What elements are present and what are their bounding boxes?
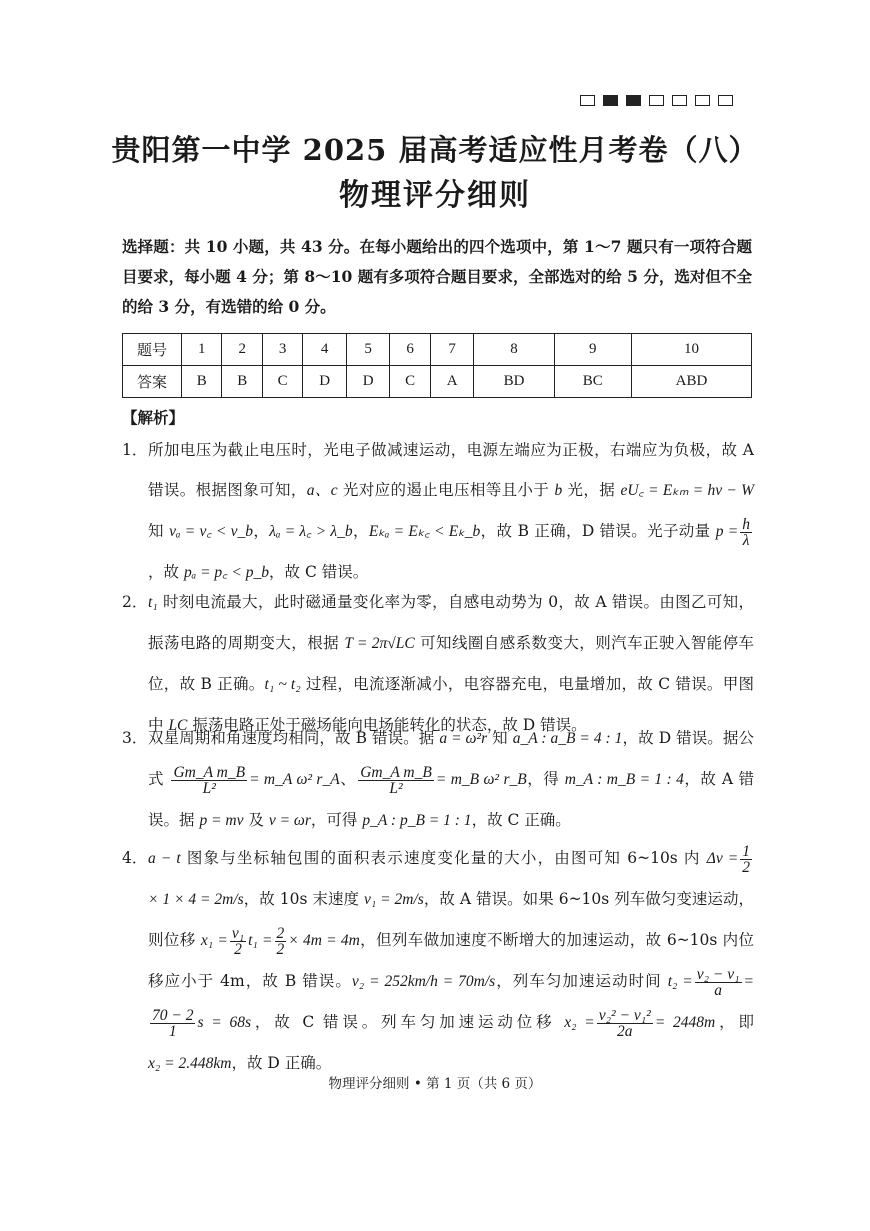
fraction-numerator: 1 (742, 842, 750, 860)
fraction (275, 926, 287, 957)
text-run: ，但列车做加速度不断增大的加速运动，故 6~10s 内位移应小于 4m，故 B 错误。 (148, 931, 754, 990)
answer-cell: B (182, 366, 222, 398)
text-run: 振荡电路正处于磁场能向电场能转化的状态，故 D 错误。 (187, 716, 587, 734)
answer-cell: C (262, 366, 302, 398)
fraction-denominator: 2 (276, 940, 285, 958)
math-inline: Δv = (706, 850, 739, 867)
fraction (358, 765, 434, 796)
text-run: 知 (148, 522, 170, 540)
fraction-numerator: v₁ (231, 924, 245, 942)
question-number-cell: 2 (222, 334, 262, 366)
page-footer: 物理评分细则 • 第 1 页（共 6 页） (328, 1076, 542, 1092)
fraction-numerator: Gm_A m_B (360, 763, 432, 781)
math-inline: = (743, 973, 754, 990)
page-indicator-square (649, 95, 664, 106)
fraction-numerator: Gm_A m_B (173, 763, 246, 781)
fraction (740, 517, 752, 548)
analysis-heading: 【解析】 (122, 408, 185, 427)
page-indicator-square (695, 95, 710, 106)
math-inline: x₂ = (564, 1014, 595, 1031)
exam-title: 贵阳第一中学 2025 届高考适应性月考卷（八） (111, 133, 759, 167)
fraction (740, 844, 752, 875)
page-indicator-square (718, 95, 733, 106)
question-number: 1． (122, 441, 148, 459)
text-run: ，故 10s 末速度 (243, 890, 364, 908)
page-indicator (580, 95, 733, 106)
math-inline: m_A : m_B = 1 : 4 (564, 771, 684, 788)
text-run: ，故 C 正确。 (471, 811, 571, 829)
text-run: ，故 A 错误。据 (148, 770, 754, 829)
text-run: ，即 (715, 1013, 754, 1031)
math-inline: = 2448m (654, 1014, 716, 1031)
fraction-denominator: 1 (168, 1022, 177, 1040)
math-inline: pₐ = p꜀ < p_b (183, 564, 270, 581)
text-run: 光，据 (562, 481, 621, 499)
fraction (150, 1008, 195, 1039)
page-indicator-square (672, 95, 687, 106)
row-label-number: 题号 (123, 334, 182, 366)
fraction (695, 967, 742, 998)
question-number-cell: 1 (182, 334, 222, 366)
fraction (597, 1008, 653, 1039)
text-run: 及 (243, 811, 269, 829)
question-number-cell: 4 (303, 334, 347, 366)
math-inline: v = ωr (268, 812, 311, 829)
text-run: ，故 C 错误。 (269, 563, 369, 581)
math-inline: t₂ = (667, 973, 693, 990)
fraction-denominator: L² (389, 779, 403, 797)
page-indicator-square (626, 95, 641, 106)
math-inline: = m_B ω² r_B (435, 771, 527, 788)
fraction-numerator: h (742, 515, 750, 533)
fraction-numerator: v₂ − v₁ (696, 965, 740, 983)
text-run: 可知线圈自感系数变大，则汽车正驶入智能停车位，故 B 正确。 (148, 634, 754, 693)
solution-q1 (122, 430, 754, 593)
question-number-cell: 9 (554, 334, 631, 366)
math-inline: a、c (306, 482, 338, 499)
solution-q3 (122, 718, 754, 841)
text-run: ，故 B 正确，D 错误。光子动量 (480, 522, 716, 540)
answer-cell: D (303, 366, 347, 398)
answer-cell: BD (474, 366, 554, 398)
fraction-denominator: 2 (234, 940, 242, 958)
answer-table (122, 333, 752, 398)
fraction-numerator: 2 (276, 924, 285, 942)
question-number: 2． (122, 593, 148, 611)
answer-cell: D (346, 366, 390, 398)
math-inline: = m_A ω² r_A (249, 771, 340, 788)
math-inline: λₐ = λ꜀ > λ_b (269, 523, 353, 540)
math-inline: p_A : p_B = 1 : 1 (362, 812, 472, 829)
answer-cell: ABD (631, 366, 751, 398)
text-run: 光对应的遏止电压相等且小于 (337, 481, 555, 499)
question-number-cell: 10 (631, 334, 751, 366)
answer-row (123, 366, 752, 398)
fraction-numerator: v₂² − v₁² (598, 1006, 651, 1024)
text-run: ，故 D 正确。 (231, 1054, 332, 1072)
question-number-cell: 7 (430, 334, 474, 366)
exam-subtitle: 物理评分细则 (339, 178, 531, 213)
text-run: ，故 D 错误。据公式 (148, 729, 754, 788)
math-inline: × 1 × 4 = 2m/s (148, 891, 244, 908)
text-run: ，可得 (310, 811, 363, 829)
fraction (230, 926, 246, 957)
math-inline: eU꜀ = Eₖₘ = hν − W (620, 482, 754, 499)
row-label-answer: 答案 (123, 366, 182, 398)
math-inline: a − t (148, 850, 181, 867)
fraction (171, 765, 247, 796)
scoring-intro: 选择题：共 10 小题，共 43 分。在每小题给出的四个选项中，第 1～7 题只有一项符合题目要求，每小题 4 分；第 8～10 题有多项符合题目要求，全部选对的给 5 分，选对但不全的给 3 分，有选错的给 0 分。 (122, 237, 752, 316)
text-run: ， (352, 522, 369, 540)
answer-cell: C (390, 366, 430, 398)
answer-cell: B (222, 366, 262, 398)
fraction-denominator: a (714, 981, 723, 999)
math-inline: Eₖₐ = Eₖ꜀ < Eₖ_b (368, 523, 481, 540)
fraction-denominator: λ (742, 531, 750, 549)
math-inline: s = 68s (197, 1014, 251, 1031)
math-inline: t₁ (148, 594, 158, 611)
answer-cell: BC (554, 366, 631, 398)
fraction-denominator: 2a (617, 1022, 633, 1040)
math-inline: x₁ = (200, 932, 228, 949)
question-number-cell: 5 (346, 334, 390, 366)
math-inline: a = ω²r (439, 730, 488, 747)
fraction-denominator: L² (202, 779, 216, 797)
solution-q4 (122, 838, 754, 1084)
math-inline: T = 2π√LC (344, 635, 415, 652)
text-run: 所加电压为截止电压时，光电子做减速运动，电源左端应为正极，右端应为负极，故 A 错误。根据图象可知， (148, 441, 754, 499)
question-number: 4． (122, 849, 148, 867)
question-number-cell: 8 (474, 334, 554, 366)
text-run: 时刻电流最大，此时磁通量变化率为零，自感电动势为 0，故 A 错误。由图乙可知，振荡电路的周期变大，根据 (148, 593, 754, 652)
fraction-denominator: 2 (742, 858, 750, 876)
math-inline: νₐ = ν꜀ < ν_b (169, 523, 254, 540)
math-inline: v₂ = 252km/h = 70m/s (351, 973, 496, 990)
solution-text (148, 718, 754, 841)
text-run: 知 (487, 729, 513, 747)
text-run: 、 (339, 770, 357, 788)
math-inline: p = (715, 523, 739, 540)
math-inline: t₁ = (248, 932, 273, 949)
question-number-row (123, 334, 752, 366)
question-number-cell: 6 (390, 334, 430, 366)
math-inline: p = mv (199, 812, 244, 829)
text-run: 图象与坐标轴包围的面积表示速度变化量的大小，由图可知 6~10s 内 (180, 849, 707, 867)
text-run: ，故 A 错误。如果 6~10s 列车做匀变速运动，则位移 (148, 890, 754, 949)
fraction-numerator: 70 − 2 (152, 1006, 194, 1024)
math-inline: v₁ = 2m/s (364, 891, 424, 908)
text-run: ，得 (526, 770, 565, 788)
page-indicator-square (603, 95, 618, 106)
math-inline: t₁ ~ t₂ (264, 676, 301, 693)
page-indicator-square (580, 95, 595, 106)
solution-text (148, 430, 754, 593)
math-inline: x₂ = 2.448km (148, 1055, 232, 1072)
text-run: 过程，电流逐渐减小，电容器充电，电量增加，故 C 错误。甲图中 (148, 675, 754, 734)
text-run: ，故 C 错误。列车匀加速运动位移 (250, 1013, 565, 1031)
text-run: ，列车匀加速运动时间 (495, 972, 668, 990)
question-number-cell: 3 (262, 334, 302, 366)
text-run: ， (253, 522, 270, 540)
answer-cell: A (430, 366, 474, 398)
text-run: 双星周期和角速度均相同，故 B 错误。据 (148, 729, 440, 747)
math-inline: a_A : a_B = 4 : 1 (512, 730, 623, 747)
math-inline: × 4m = 4m (288, 932, 360, 949)
text-run: ，故 (148, 563, 184, 581)
solution-text (148, 838, 754, 1084)
math-inline: LC (168, 717, 188, 734)
question-number: 3． (122, 729, 148, 747)
math-inline: b (554, 482, 563, 499)
